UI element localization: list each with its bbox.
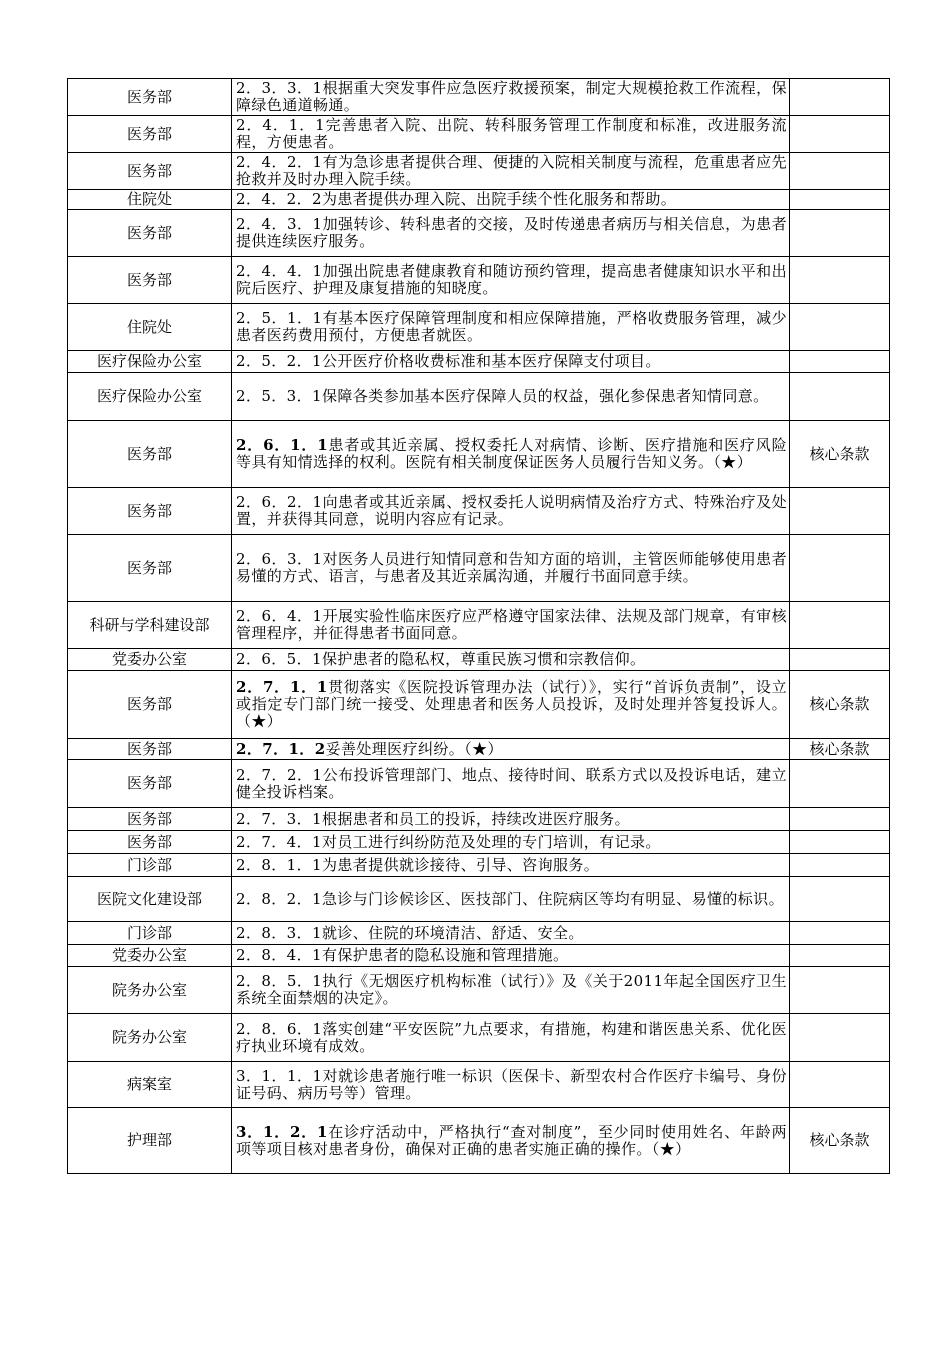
- item-text: 公开医疗价格收费标准和基本医疗保障支付项目。: [321, 352, 661, 370]
- item-text: 保障各类参加基本医疗保障人员的权益，强化参保患者知情同意。: [321, 387, 769, 405]
- item-text: 对员工进行纠纷防范及处理的专门培训，有记录。: [321, 832, 661, 851]
- item-number: 2．8．6．1: [236, 1019, 323, 1038]
- standard-item-cell: [232, 808, 790, 831]
- table-row: [68, 831, 890, 854]
- core-clause-cell: [790, 922, 890, 945]
- table-row: [68, 877, 890, 922]
- standard-item-cell: [232, 535, 790, 602]
- core-clause-cell: 核心条款: [790, 1108, 890, 1174]
- item-text: 为患者提供办理入院、出院手续个性化服务和帮助。: [321, 190, 677, 208]
- core-clause-cell: [790, 116, 890, 153]
- core-clause-cell: [790, 190, 890, 210]
- item-number: 2．6．3．1: [236, 550, 323, 568]
- item-number: 2．7．1．2: [236, 739, 326, 758]
- item-number: 3．1．2．1: [236, 1122, 328, 1141]
- core-clause-cell: [790, 831, 890, 854]
- item-number: 2．6．4．1: [236, 607, 323, 625]
- department-cell: 医务部: [68, 488, 232, 535]
- department-cell: 医务部: [68, 535, 232, 602]
- department-cell: 医务部: [68, 116, 232, 153]
- table-row: [68, 210, 890, 257]
- core-clause-cell: [790, 210, 890, 257]
- item-number: 3．1．1．1: [236, 1066, 323, 1085]
- department-cell: 门诊部: [68, 854, 232, 877]
- item-number: 2．4．3．1: [236, 215, 323, 233]
- item-number: 2．5．2．1: [236, 352, 322, 370]
- standard-item-cell: [232, 1014, 790, 1062]
- standard-item-cell: [232, 257, 790, 304]
- department-cell: 医务部: [68, 79, 232, 116]
- department-cell: 病案室: [68, 1062, 232, 1108]
- core-clause-cell: 核心条款: [790, 739, 890, 760]
- item-text: 公布投诉管理部门、地点、接待时间、联系方式以及投诉电话，建立健全投诉档案。: [236, 765, 787, 801]
- table-row: [68, 190, 890, 210]
- item-text: 完善患者入院、出院、转科服务管理工作制度和标准，改进服务流程，方便患者。: [236, 116, 787, 151]
- standard-item-cell: [232, 421, 790, 488]
- item-number: 2．7．4．1: [236, 832, 322, 851]
- table-row: [68, 808, 890, 831]
- table-row: [68, 760, 890, 808]
- standard-item-cell: [232, 1062, 790, 1108]
- department-cell: 医务部: [68, 210, 232, 257]
- core-clause-cell: [790, 351, 890, 373]
- table-row: [68, 351, 890, 373]
- standard-item-cell: [232, 116, 790, 153]
- item-number: 2．8．4．1: [236, 946, 322, 964]
- department-cell: 院务办公室: [68, 1014, 232, 1062]
- core-clause-cell: [790, 602, 890, 649]
- item-text: 根据患者和员工的投诉，持续改进医疗服务。: [321, 809, 630, 828]
- core-clause-cell: [790, 304, 890, 351]
- table-row: [68, 373, 890, 421]
- core-clause-cell: [790, 488, 890, 535]
- core-clause-cell: [790, 649, 890, 671]
- standards-table: [67, 78, 890, 1174]
- standard-item-cell: [232, 190, 790, 210]
- item-number: 2．8．1．1: [236, 855, 322, 874]
- item-number: 2．4．2．2: [236, 190, 322, 208]
- item-text: 在诊疗活动中，严格执行“查对制度”，至少同时使用姓名、年龄两项等项目核对患者身份，确保对正确的患者实施正确的操作。（★）: [236, 1122, 787, 1158]
- item-number: 2．8．3．1: [236, 923, 322, 942]
- table-row: [68, 854, 890, 877]
- department-cell: 医务部: [68, 808, 232, 831]
- core-clause-cell: [790, 1014, 890, 1062]
- standard-item-cell: [232, 210, 790, 257]
- department-cell: 科研与学科建设部: [68, 602, 232, 649]
- table-body: [68, 79, 890, 1174]
- core-clause-cell: 核心条款: [790, 671, 890, 739]
- standard-item-cell: [232, 649, 790, 671]
- item-number: 2．5．1．1: [236, 309, 323, 327]
- standard-item-cell: [232, 602, 790, 649]
- standard-item-cell: [232, 739, 790, 760]
- item-text: 为患者提供就诊接待、引导、咨询服务。: [321, 855, 600, 874]
- department-cell: 医务部: [68, 739, 232, 760]
- table-row: [68, 922, 890, 945]
- department-cell: 医院文化建设部: [68, 877, 232, 922]
- department-cell: 党委办公室: [68, 945, 232, 967]
- table-row: [68, 945, 890, 967]
- core-clause-cell: [790, 1062, 890, 1108]
- table-row: [68, 671, 890, 739]
- item-text: 落实创建“平安医院”九点要求，有措施，构建和谐医患关系、优化医疗执业环境有成效。: [236, 1019, 787, 1055]
- department-cell: 住院处: [68, 190, 232, 210]
- core-clause-cell: [790, 854, 890, 877]
- table-row: [68, 257, 890, 304]
- standard-item-cell: [232, 945, 790, 967]
- department-cell: 医务部: [68, 153, 232, 190]
- standard-item-cell: [232, 304, 790, 351]
- standard-item-cell: [232, 877, 790, 922]
- item-number: 2．8．2．1: [236, 889, 322, 908]
- table-row: [68, 153, 890, 190]
- core-clause-cell: [790, 760, 890, 808]
- core-clause-cell: [790, 79, 890, 116]
- item-text: 向患者或其近亲属、授权委托人说明病情及治疗方式、特殊治疗及处置，并获得其同意，说明内容应有记录。: [236, 493, 787, 528]
- table-row: [68, 304, 890, 351]
- item-text: 根据重大突发事件应急医疗救援预案，制定大规模抢救工作流程，保障绿色通道畅通。: [236, 79, 787, 114]
- department-cell: 党委办公室: [68, 649, 232, 671]
- core-clause-cell: [790, 373, 890, 421]
- table-row: [68, 1108, 890, 1174]
- core-clause-cell: [790, 945, 890, 967]
- item-number: 2．5．3．1: [236, 387, 322, 405]
- item-text: 贯彻落实《医院投诉管理办法（试行）》，实行“首诉负责制”，设立或指定专门部门统一接受、处理患者和医务人员投诉，及时处理并答复投诉人。（★）: [236, 678, 787, 730]
- department-cell: 医疗保险办公室: [68, 351, 232, 373]
- department-cell: 医务部: [68, 421, 232, 488]
- item-text: 就诊、住院的环境清洁、舒适、安全。: [321, 923, 584, 942]
- standard-item-cell: [232, 671, 790, 739]
- department-cell: 医务部: [68, 671, 232, 739]
- core-clause-cell: [790, 877, 890, 922]
- item-text: 加强出院患者健康教育和随访预约管理，提高患者健康知识水平和出院后医疗、护理及康复措施的知晓度。: [236, 262, 787, 297]
- table-row: [68, 602, 890, 649]
- standard-item-cell: [232, 760, 790, 808]
- item-number: 2．7．1．1: [236, 678, 328, 696]
- department-cell: 医务部: [68, 257, 232, 304]
- item-number: 2．4．1．1: [236, 116, 326, 134]
- item-text: 执行《无烟医疗机构标准（试行）》及《关于2011年起全国医疗卫生系统全面禁烟的决定》。: [236, 972, 787, 1007]
- standard-item-cell: [232, 922, 790, 945]
- item-number: 2．3．3．1: [236, 79, 323, 97]
- item-number: 2．4．4．1: [236, 262, 323, 280]
- table-row: [68, 116, 890, 153]
- item-number: 2．6．2．1: [236, 493, 323, 511]
- standard-item-cell: [232, 854, 790, 877]
- core-clause-cell: [790, 808, 890, 831]
- department-cell: 医务部: [68, 760, 232, 808]
- item-number: 2．4．2．1: [236, 153, 323, 171]
- core-clause-cell: [790, 535, 890, 602]
- standard-item-cell: [232, 831, 790, 854]
- item-number: 2．7．3．1: [236, 809, 322, 828]
- item-text: 开展实验性临床医疗应严格遵守国家法律、法规及部门规章，有审核管理程序，并征得患者书面同意。: [236, 607, 787, 642]
- item-text: 保护患者的隐私权，尊重民族习惯和宗教信仰。: [321, 650, 646, 668]
- standard-item-cell: [232, 373, 790, 421]
- core-clause-cell: [790, 153, 890, 190]
- standard-item-cell: [232, 79, 790, 116]
- standard-item-cell: [232, 1108, 790, 1174]
- standard-item-cell: [232, 351, 790, 373]
- department-cell: 门诊部: [68, 922, 232, 945]
- item-text: 患者或其近亲属、授权委托人对病情、诊断、医疗措施和医疗风险等具有知情选择的权利。医院有相关制度保证医务人员履行告知义务。（★）: [236, 436, 787, 471]
- item-number: 2．6．5．1: [236, 650, 322, 668]
- core-clause-cell: 核心条款: [790, 421, 890, 488]
- item-text: 加强转诊、转科患者的交接，及时传递患者病历与相关信息，为患者提供连续医疗服务。: [236, 215, 787, 250]
- standard-item-cell: [232, 153, 790, 190]
- item-text: 有保护患者的隐私设施和管理措施。: [321, 946, 569, 964]
- item-text: 对医务人员进行知情同意和告知方面的培训，主管医师能够使用患者易懂的方式、语言，与患者及其近亲属沟通，并履行书面同意手续。: [236, 550, 787, 585]
- item-text: 有基本医疗保障管理制度和相应保障措施，严格收费服务管理，减少患者医药费用预付，方便患者就医。: [236, 309, 787, 344]
- core-clause-cell: [790, 967, 890, 1014]
- item-number: 2．7．2．1: [236, 765, 323, 784]
- table-row: [68, 535, 890, 602]
- item-text: 有为急诊患者提供合理、便捷的入院相关制度与流程，危重患者应先抢救并及时办理入院手续。: [236, 153, 787, 188]
- item-text: 妥善处理医疗纠纷。（★）: [325, 739, 503, 758]
- table-row: [68, 649, 890, 671]
- standard-item-cell: [232, 488, 790, 535]
- item-text: 急诊与门诊候诊区、医技部门、住院病区等均有明显、易懂的标识。: [321, 889, 784, 908]
- department-cell: 医务部: [68, 831, 232, 854]
- table-row: [68, 1062, 890, 1108]
- table-row: [68, 488, 890, 535]
- table-row: [68, 421, 890, 488]
- item-number: 2．8．5．1: [236, 972, 323, 990]
- item-text: 对就诊患者施行唯一标识（医保卡、新型农村合作医疗卡编号、身份证号码、病历号等）管理。: [236, 1066, 787, 1102]
- core-clause-cell: [790, 257, 890, 304]
- table-row: [68, 79, 890, 116]
- table-row: [68, 967, 890, 1014]
- table-row: [68, 739, 890, 760]
- department-cell: 医疗保险办公室: [68, 373, 232, 421]
- standard-item-cell: [232, 967, 790, 1014]
- table-row: [68, 1014, 890, 1062]
- department-cell: 护理部: [68, 1108, 232, 1174]
- department-cell: 住院处: [68, 304, 232, 351]
- department-cell: 院务办公室: [68, 967, 232, 1014]
- item-number: 2．6．1．1: [236, 436, 329, 454]
